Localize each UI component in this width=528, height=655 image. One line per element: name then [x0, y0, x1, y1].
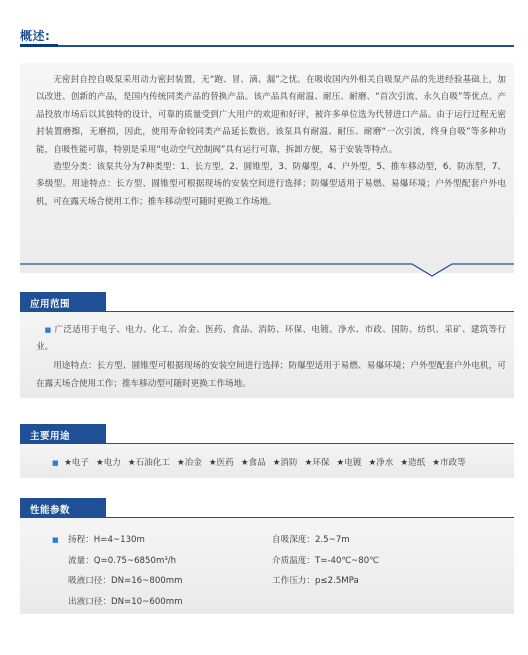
- param-row: 吸液口径：DN=16~800mm: [68, 576, 183, 586]
- application-paragraph: 用途特点：长方型、圆锥型可根据现场的安装空间进行选择；防爆型适用于易燃、易爆环境；户外型配套户外电机，可在露天场合使用工作；推车移动型可随时更换工作场地。: [36, 361, 506, 389]
- overview-body: [36, 72, 506, 211]
- main-use-list: [52, 456, 512, 468]
- overview-notch-divider: [20, 262, 514, 278]
- param-row: 介质温度：T=-40℃~80℃: [272, 555, 379, 566]
- use-item: ★医药: [208, 458, 234, 468]
- overview-divider-accent: [20, 44, 58, 47]
- main-use-title: 主要用途: [30, 431, 71, 442]
- params-title: 性能参数: [30, 505, 71, 516]
- use-item: ★石油化工: [127, 458, 170, 468]
- use-item: ★环保: [304, 458, 330, 468]
- param-row: 自吸深度：2.5~7m: [272, 535, 350, 545]
- main-use-header: [20, 424, 514, 444]
- use-item: ★电力: [96, 458, 121, 468]
- overview-divider: [20, 45, 514, 47]
- params-header: [20, 498, 514, 518]
- param-row: 工作压力：p≤2.5MPa: [272, 576, 359, 586]
- params-left-column: [68, 530, 268, 612]
- application-body: [36, 322, 506, 393]
- overview-paragraph: 造型分类：该泵共分为7种类型：1、长方型，2、圆锥型，3、防爆型，4、户外型，5、推车移动型，6、防冻型，7、多级型。用途特点：长方型、圆锥型可根据现场的安装空间进行选择；防爆型适用于易燃、易爆环境；户外型配套户外电机，可在露天场合使用工作；推车移动型可随时更换工作场地。: [36, 162, 506, 207]
- use-item: ★消防: [272, 458, 298, 468]
- use-item: ★电镀: [336, 458, 362, 468]
- application-title: 应用范围: [30, 299, 71, 310]
- overview-paragraph: 无密封自控自吸泵采用动力密封装置，无“跑、冒、滴、漏”之忧。在吸收国内外相关自吸泵产品的先进经验基础上，加以改进、创新的产品，是国内传统同类产品的替换产品。该产品具有耐温、耐压、耐磨、“首次引流、永久自吸”等优点。产品投放市场后以其独特的设计，可靠的质量受到广大用户的欢迎和好评，被许多单位选为代替进口产品。由于运行过程无密封装置磨擦，无磨损，因此，使用寿命较同类产品延长数倍。该泵具有耐温、耐压、耐磨“一次引流，终身自吸”等多种功能，自吸性能可靠，特别是采用“电动空气控制阀”具有运行可靠，拆卸方便，易于安装等特点。: [36, 75, 506, 155]
- use-item: ★造纸: [400, 458, 426, 468]
- bullet-icon: ■: [52, 459, 59, 467]
- use-item: ★冶金: [177, 458, 202, 468]
- param-row: 扬程：H=4~130m: [68, 535, 145, 545]
- use-item: ★净水: [368, 458, 394, 468]
- use-item: ★市政等: [432, 458, 466, 468]
- use-item: ★食品: [240, 458, 266, 468]
- param-row: 流量：Q=0.75~6850m³/h: [68, 555, 177, 566]
- application-bullet-text: 广泛适用于电子、电力、化工、冶金、医药、食品、消防、环保、电镀、净水、市政、国防、纺织、采矿、建筑等行业。: [36, 325, 506, 353]
- overview-title: 概述:: [20, 29, 51, 43]
- params-right-column: [272, 530, 472, 592]
- use-item: ★电子: [64, 458, 89, 468]
- bullet-icon: ■: [44, 326, 52, 334]
- bullet-icon: ■: [52, 536, 59, 544]
- application-header: [20, 292, 514, 312]
- param-row: 出液口径：DN=10~600mm: [68, 596, 183, 607]
